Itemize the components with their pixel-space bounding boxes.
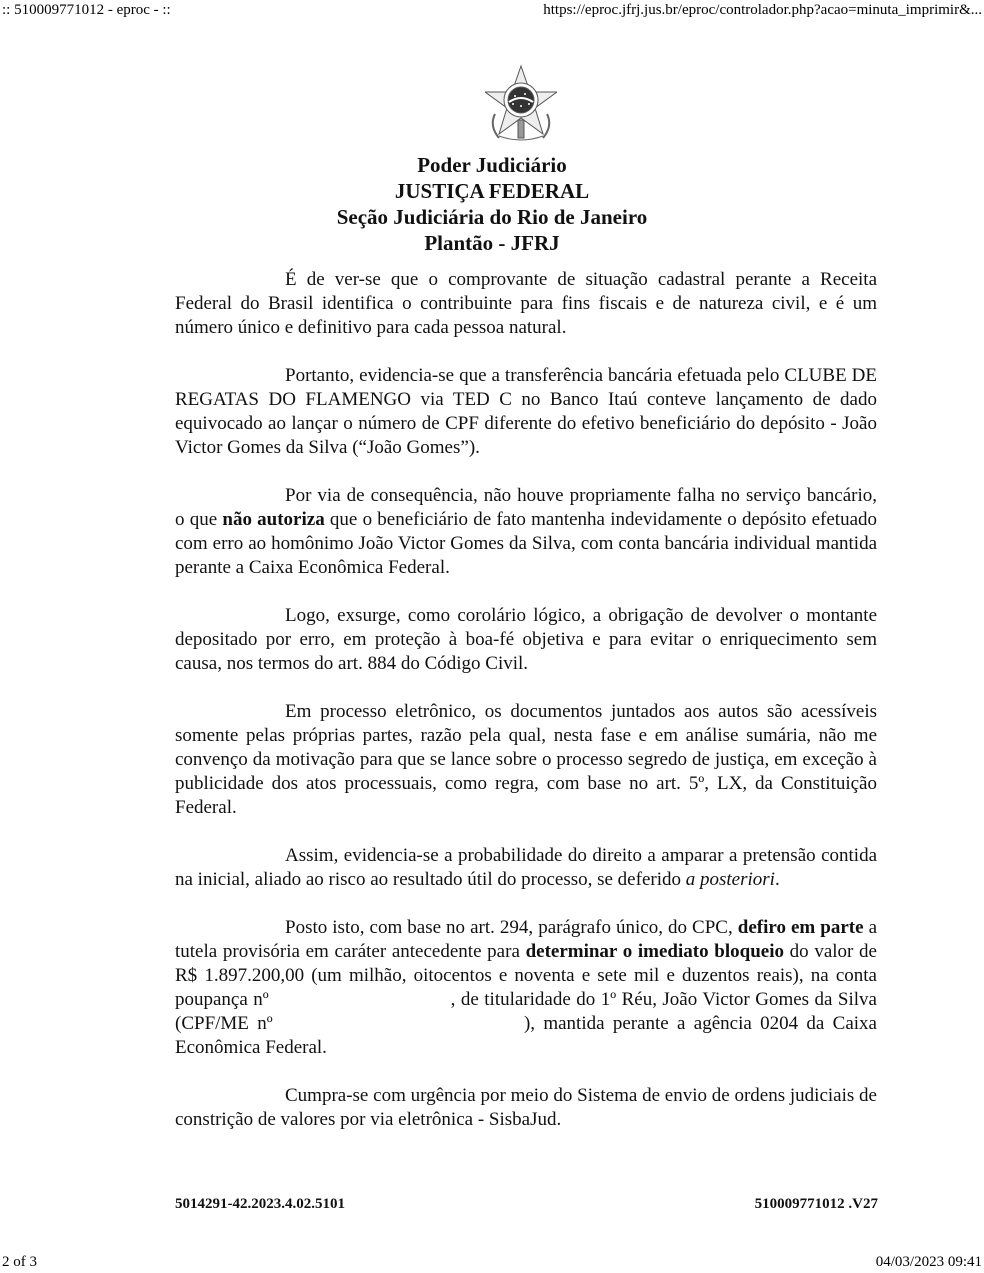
p3-text-a: Por via de consequência, não houve propriamente falha no serviço bancário, o que <box>175 485 877 530</box>
p7-bold-1: defiro em parte <box>737 917 864 938</box>
paragraph-3 <box>175 484 877 580</box>
redacted-cpf <box>281 1012 524 1036</box>
print-datetime: 04/03/2023 09:41 <box>875 1254 982 1270</box>
heading-line-3: Seção Judiciária do Rio de Janeiro <box>336 205 648 229</box>
heading-line-1: Poder Judiciário <box>417 153 567 177</box>
p7-text-g: ), mantida perante a agência 0204 da Caixa Econômica Federal. <box>175 1013 877 1058</box>
paragraph-5: Em processo eletrônico, os documentos juntados aos autos são acessíveis somente pelas próprias partes, razão pela qual, nesta fase e em análise sumária, não me convenço da motivação para que se lance sobre o processo segredo de justiça, em exceção à publicidade dos atos processuais, como regra, com base no art. 5º, LX, da Constituição Federal. <box>175 701 877 818</box>
p6-text-a: Assim, evidencia-se a probabilidade do direito a amparar a pretensão contida na inicial, aliado ao risco ao resultado útil do processo, se deferido <box>175 845 877 890</box>
p3-text-c: que o beneficiário de fato mantenha indevidamente o depósito efetuado com erro ao homônimo João Victor Gomes da Silva, com conta bancária individual mantida perante a Caixa Econômica Federal. <box>175 509 878 578</box>
paragraph-1: É de ver-se que o comprovante de situação cadastral perante a Receita Federal do Brasil identifica o contribuinte para fins fiscais e de natureza civil, e é um número único e definitivo para cada pessoa natural. <box>175 269 877 338</box>
browser-header-url: https://eproc.jfrj.jus.br/eproc/controlador.php?acao=minuta_imprimir&... <box>543 2 982 18</box>
paragraph-2: Portanto, evidencia-se que a transferência bancária efetuada pelo CLUBE DE REGATAS DO FLAMENGO via TED C no Banco Itaú conteve lançamento de dado equivocado ao lançar o número de CPF diferente do efetivo beneficiário do depósito - João Victor Gomes da Silva (“João Gomes”). <box>175 365 877 458</box>
paragraph-7 <box>175 916 877 1060</box>
paragraph-6 <box>175 844 877 892</box>
p7-text-c: a tutela provisória em caráter antecedente para <box>175 917 878 962</box>
heading-line-2: JUSTIÇA FEDERAL <box>394 179 590 203</box>
process-number: 5014291-42.2023.4.02.5101 <box>175 1196 345 1212</box>
p7-text-f: , de titularidade do 1º Réu, João Victor Gomes da Silva (CPF/ME nº <box>175 989 877 1034</box>
paragraph-4: Logo, exsurge, como corolário lógico, a obrigação de devolver o montante depositado por erro, em proteção à boa-fé objetiva e para evitar o enriquecimento sem causa, nos termos do art. 884 do Código Civil. <box>175 605 877 674</box>
court-heading <box>0 152 984 256</box>
p6-italic: a posteriori <box>685 869 775 890</box>
paragraph-8: Cumpra-se com urgência por meio do Sistema de envio de ordens judiciais de constrição de valores por via eletrônica - SisbaJud. <box>175 1085 877 1130</box>
p3-bold: não autoriza <box>222 509 325 530</box>
decision-body <box>175 268 877 1156</box>
p6-text-c: . <box>774 869 780 890</box>
document-code: 510009771012 .V27 <box>754 1196 878 1212</box>
brazil-coat-of-arms-icon <box>485 64 557 144</box>
redacted-account <box>274 988 451 1012</box>
heading-line-4: Plantão - JFRJ <box>424 231 560 255</box>
p7-text-a: Posto isto, com base no art. 294, parágrafo único, do CPC, <box>285 917 738 938</box>
p7-bold-2: determinar o imediato bloqueio <box>525 941 784 962</box>
p7-text-e: do valor de R$ 1.897.200,00 (um milhão, oitocentos e noventa e sete mil e duzentos reais), na conta poupança nº <box>175 941 877 1010</box>
browser-header-title: :: 510009771012 - eproc - :: <box>2 2 171 18</box>
page-indicator: 2 of 3 <box>2 1254 37 1270</box>
